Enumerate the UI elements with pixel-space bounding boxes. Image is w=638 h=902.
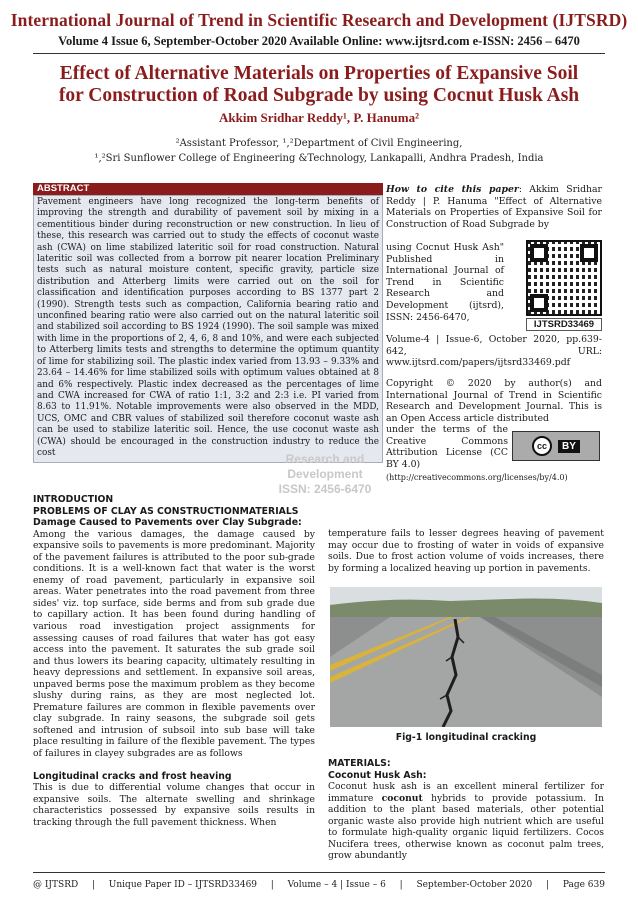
by-badge: BY bbox=[558, 440, 580, 453]
watermark-line-1: Research and bbox=[285, 452, 365, 466]
title-line-1: Effect of Alternative Materials on Properties of Expansive Soil bbox=[59, 63, 579, 84]
husk-text-a: Coconut husk ash is an excellent mineral fertilizer for immature bbox=[328, 781, 604, 804]
damage-paragraph: Among the various damages, the damage caused by expansive soils to pavements is more predominant. Majority of the pavement failures is attributed to the poor sub-grade conditions. It is a well-known fact that water is the worst enemy of road pavement, particularly in expansive soil areas. Water penetrates into the road pavement from three sides' viz. top surface, side berms and from sub grade due to capillary action. It has been found during handling of various road investigation project assignments for assessing causes of road failures that water has got easy access into the pavement. It saturates the sub grade soil and thus lowers its bearing capacity, ultimately resulting in heavy depressions and settlement. In expansive soil areas, unpaved berms pose the maximum problem as they become slushy during rains, as they are most neglected lot. Premature failures are common in flexible pavements over clay subgrade. In rainy seasons, the subgrade soil gets softened and intrusion of subsoil into sub base will take place resulting in failure of the flexible pavement. The types of failures in clayey subgrades are as follows bbox=[33, 528, 315, 760]
body-column-left bbox=[33, 494, 315, 828]
license-url[interactable]: (http://creativecommons.org/licenses/by/4.0) bbox=[386, 473, 568, 482]
introduction-heading: INTRODUCTION bbox=[33, 494, 114, 505]
citation-text-a: : Akkim Sridhar Reddy | P. Hanuma "Effect of Alternative Materials on Properties of Expansive Soil for Construction of Road Subgrade by bbox=[386, 184, 602, 230]
copyright-text-a: Copyright © 2020 by author(s) and International Journal of Trend in Scientific Research and Development Journal. This is an Open Access article distributed bbox=[386, 378, 602, 424]
footer-sep-3: | bbox=[399, 880, 403, 890]
footer-page: Page 639 bbox=[562, 880, 605, 890]
citation-text-b: using Cocnut Husk Ash" Published in International Journal of Trend in Scientific Research and Development (ijtsrd), ISSN: 2456-6470, bbox=[386, 242, 504, 323]
journal-name: International Journal of Trend in Scientific Research and Development (IJTSRD) bbox=[10, 10, 628, 30]
footer-site: @ IJTSRD bbox=[33, 880, 79, 890]
header-divider bbox=[33, 53, 605, 54]
footer-sep-4: | bbox=[546, 880, 550, 890]
materials-heading: MATERIALS: bbox=[328, 758, 391, 769]
cc-badge: cc bbox=[532, 436, 552, 456]
watermark-line-3: ISSN: 2456-6470 bbox=[278, 482, 372, 496]
problems-heading: PROBLEMS OF CLAY AS CONSTRUCTIONMATERIALS bbox=[33, 505, 299, 517]
copyright-text-b: under the terms of the Creative Commons Attribution License (CC BY 4.0) bbox=[386, 424, 508, 470]
road-crack-photo bbox=[330, 587, 602, 727]
paper-code-label: IJTSRD33469 bbox=[526, 318, 602, 331]
footer-sep-1: | bbox=[91, 880, 96, 890]
damage-heading: Damage Caused to Pavements over Clay Subgrade: bbox=[33, 517, 302, 529]
husk-bold-word: coconut bbox=[381, 792, 423, 804]
footer-period: September-October 2020 bbox=[416, 880, 533, 890]
footer-unique-id: Unique Paper ID – IJTSRD33469 bbox=[108, 880, 258, 890]
footer-sep-2: | bbox=[270, 880, 274, 890]
cc-by-license-icon bbox=[512, 431, 600, 461]
abstract-text: Pavement engineers have long recognized the long-term benefits of improving the strength and durability of pavement soil by mixing in a cementitious binder during reconstruction or new construction. In lieu of these, this research was carried out to study the effects of coconut waste ash (CWA) on lime stabilized lateritic soil for road construction. Natural lateritic soil was collected from a borrow pit nearer location Preliminary tests such as natural moisture content, specific gravity, particle size distribution and Atterberg limits were carried out on the soil for classification and identification purposes according to BS 1377 part 2 (1990). Strength tests such as compaction, California bearing ratio and unconfined bearing ratio were also carried out on the natural lateritic soil and stabilized soil according to BS 1924 (1990). The soil sample was mixed with lime in the proportions of 2, 4, 6, 8 and 10%, and were each subjected to Atterberg limits tests and strengths to determine the optimum quantity of lime for stabilizing soil. The plastic index varied from 13.93 – 9.33% and 23.64 – 14.46% for lime stabilized soils with optimum values obtained at 8 and 6% respectively. Plastic index decreased as the percentages of lime and CWA increased for CWA of ratio 1:1, 3:2 and 2:3 i.e. PI varied from 8.63 to 11.91%. Notable improvements were also observed in the MDD, UCS, OMC and CBR values of stabilized soil therefore coconut waste ash can be used to stabilize lateritic soil. Hence, the use coconut waste ash (CWA) should be encouraged in the construction industry to reduce the cost bbox=[33, 195, 383, 463]
authors: Akkim Sridhar Reddy¹, P. Hanuma² bbox=[219, 110, 419, 125]
affiliation-line-1: ²Assistant Professor, ¹,²Department of Civil Engineering, bbox=[175, 138, 463, 149]
citation-text-c: Volume-4 | Issue-6, October 2020, pp.639-642, URL: www.ijtsrd.com/papers/ijtsrd33469.pdf bbox=[386, 334, 602, 369]
longitudinal-heading: Longitudinal cracks and frost heaving bbox=[33, 770, 232, 782]
paper-title bbox=[30, 63, 608, 107]
continued-paragraph: temperature fails to lesser degrees heaving of pavement may occur due to frosting of water in voids of expansive soils. Due to frost action volume of voids increases, there by forming a localized heaving up portion in pavements. bbox=[328, 528, 604, 574]
page-footer bbox=[33, 880, 605, 890]
issue-line: Volume 4 Issue 6, September-October 2020 Available Online: www.ijtsrd.com e-ISSN: 2456 – 6470 bbox=[58, 34, 580, 48]
journal-watermark bbox=[270, 452, 380, 497]
abstract-heading: ABSTRACT bbox=[33, 183, 383, 195]
qr-code bbox=[526, 240, 602, 316]
road-crack-illustration bbox=[330, 587, 602, 727]
watermark-line-2: Development bbox=[287, 467, 363, 481]
qr-finder-top-left bbox=[530, 244, 548, 262]
coconut-husk-paragraph bbox=[328, 781, 604, 862]
title-line-2: for Construction of Road Subgrade by using Cocnut Husk Ash bbox=[58, 85, 580, 106]
footer-volume: Volume – 4 | Issue – 6 bbox=[287, 880, 386, 890]
body-column-right-materials bbox=[328, 758, 604, 862]
qr-finder-bottom-left bbox=[530, 294, 548, 312]
figure-caption: Fig-1 longitudinal cracking bbox=[395, 732, 537, 743]
qr-finder-top-right bbox=[580, 244, 598, 262]
citation-block bbox=[386, 184, 602, 230]
husk-text-b: hybrids to provide potassium. In addition to the plant based materials, other potential organic waste also provide high nutrient which are useful to formulate high-quality organic liquid fertilizers. Cocos Nucifera trees, otherwise known as coconut palm trees, grow abundantly bbox=[328, 792, 604, 862]
coconut-husk-heading: Coconut Husk Ash: bbox=[328, 769, 427, 781]
affiliation-line-2: ¹,²Sri Sunflower College of Engineering &Technology, Lankapalli, Andhra Pradesh, India bbox=[94, 153, 544, 164]
footer-divider bbox=[33, 872, 605, 873]
citation-label: How to cite this paper bbox=[386, 184, 519, 195]
longitudinal-paragraph: This is due to differential volume changes that occur in expansive soils. The alternate swelling and shrinkage characteristics possessed by expansive soils results in tracking through the full pavement thickness. When bbox=[33, 782, 315, 828]
